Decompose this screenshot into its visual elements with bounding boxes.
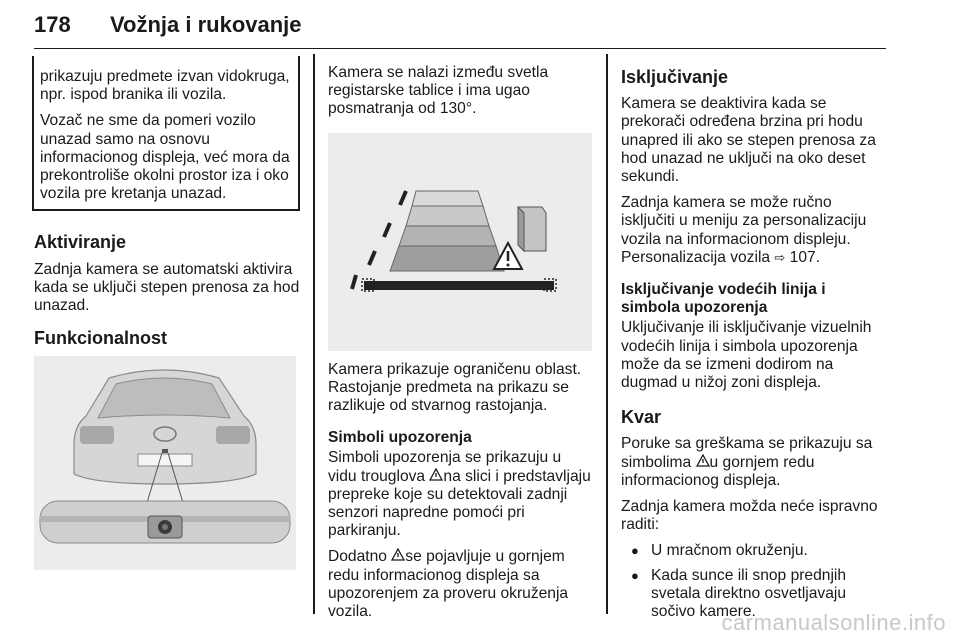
paragraph: Poruke sa greškama se prikazuju sa simbolima u gornjem redu informacionog displeja. [621, 435, 873, 489]
paragraph: Zadnja kamera možda neće ispravno raditi: [621, 498, 878, 534]
warning-triangle-icon [429, 468, 443, 481]
paragraph: Zadnja kamera se automatski aktivira kada se uključi stepen prenosa za hod unazad. [34, 260, 300, 315]
paragraph: Kamera se deaktivira kada se prekorači određena brzina pri hodu unapred ili ako se stepen prenosa za hod unazad ne uključi na oko deset sekundi. [621, 95, 876, 186]
warning-text: prikazuju predmete izvan vidokruga, npr. ispod branika ili vozila. [40, 68, 290, 104]
warning-triangle-icon [391, 548, 405, 561]
camera-display-illustration [328, 133, 592, 351]
heading-warning-symbols: Simboli upozorenja [328, 429, 472, 447]
car-rear-camera-illustration [34, 356, 296, 570]
warning-box [32, 56, 300, 211]
paragraph: Kamera prikazuje ograničenu oblast. Rastojanje predmeta na prikazu se razlikuje od stvarnog rastojanja. [328, 360, 582, 415]
list-item: ● Kada sunce ili snop prednjih svetala direktno osvetljavaju sočivo kamere. [621, 567, 887, 622]
paragraph: Kamera se nalazi između svetla registarske tablice i ima ugao posmatranja od 130°. [328, 64, 549, 118]
paragraph: Uključivanje ili isključivanje vizuelnih vodećih linija i simbola upozorenja može da se izmeni dodirom na dugmad u nižoj zoni displeja. [621, 319, 872, 392]
paragraph: Dodatno se pojavljuje u gornjem redu informacionog displeja sa upozorenjem za proveru okruženja vozila. [328, 548, 569, 621]
column-3 [621, 56, 887, 627]
watermark: carmanualsonline.info [721, 610, 946, 635]
warning-triangle-icon [696, 454, 710, 467]
heading-guide-lines: Isključivanje vodećih linija i simbola upozorenja [621, 281, 826, 317]
arrow-right-icon: ⇨ [774, 249, 786, 265]
heading-fault: Kvar [621, 407, 662, 428]
page-header [34, 0, 886, 49]
page-reference: 107. [789, 248, 821, 266]
column-2 [328, 56, 594, 629]
column-1 [34, 56, 300, 570]
paragraph: Zadnja kamera se može ručno isključiti u meniju za personalizaciju vozila na informacionom displeju. Personalizacija vozila ⇨ 107. [621, 194, 867, 266]
list-item: ● U mračnom okruženju. [621, 542, 887, 560]
heading-activation: Aktiviranje [34, 232, 127, 253]
column-divider [606, 54, 608, 614]
heading-deactivation: Isključivanje [621, 67, 729, 87]
page-number: 178 [34, 12, 71, 37]
heading-functionality: Funkcionalnost [34, 328, 168, 349]
column-divider [313, 54, 315, 614]
paragraph: Simboli upozorenja se prikazuju u vidu trouglova na slici i predstavljaju prepreke koje su detektovali zadnji senzori napredne pomoći pri parkiranju. [328, 449, 591, 540]
warning-text: Vozač ne sme da pomeri vozilo unazad samo na osnovu informacionog displeja, već mora da prekontroliše okolni prostor iza i oko vozila pre kretanja unazad. [40, 112, 290, 203]
page-title: Vožnja i rukovanje [110, 12, 302, 37]
